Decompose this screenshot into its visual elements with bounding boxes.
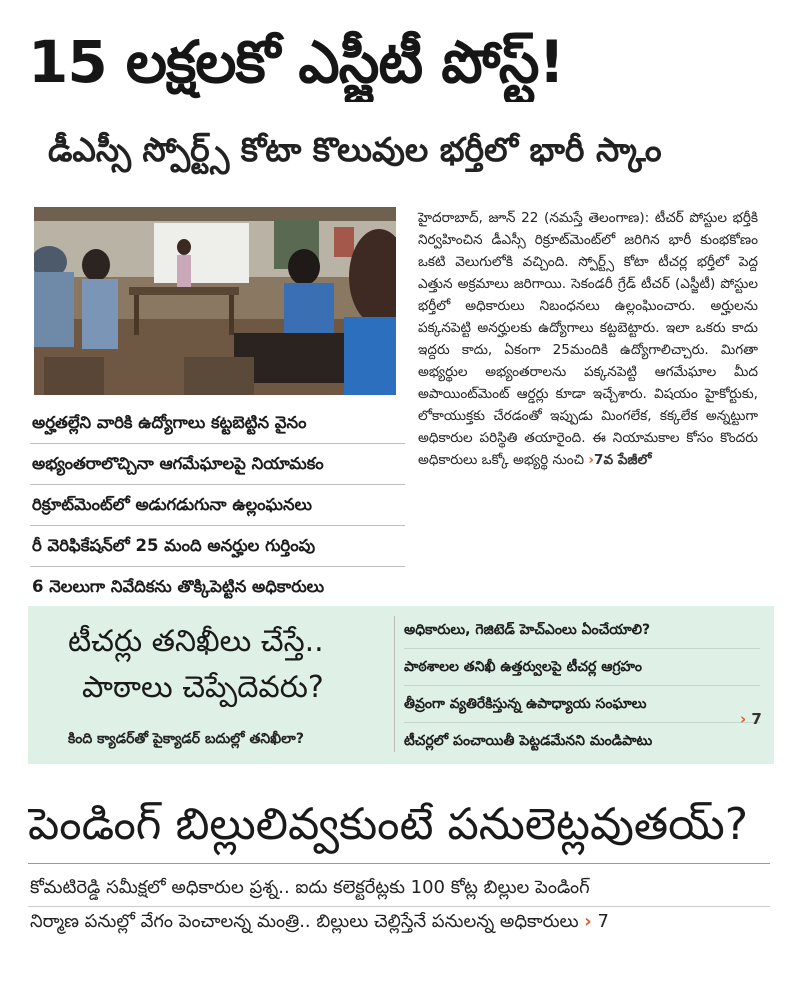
panel-page-ref[interactable] <box>740 710 762 728</box>
panel-heading-line1: టీచర్లు తనిఖీలు చేస్తే.. <box>68 624 324 659</box>
panel-list <box>404 612 760 759</box>
panel-list-item: టీచర్లలో పంచాయితీ పెట్టడమేనని మండిపాటు <box>404 733 653 749</box>
classroom-illustration <box>34 207 396 395</box>
jump-arrow-icon: › <box>588 452 595 468</box>
bullet-item: అభ్యంతరాలొచ్చినా ఆగమేఘాలపై నియామకం <box>30 444 405 485</box>
teachers-inspection-panel <box>28 606 774 764</box>
panel-list-item: తీవ్రంగా వ్యతిరేకిస్తున్న ఉపాధ్యాయ సంఘాలు <box>404 686 760 723</box>
main-headline: 15 లక్షలకో ఎస్జీటీ పోస్ట్! <box>28 28 564 96</box>
story-body: టీచర్ పోస్టుల భర్తీకి నిర్వహించిన డీఎస్సీ రిక్రూట్‌మెంట్‌లో జరిగిన భారీ కుంభకోణం ఒకటి వెలుగులోకి వచ్చింది. స్పోర్ట్స్ కోటా టీచర్ల భర్తీలో పెద్ద ఎత్తున అక్రమాలు జరిగాయి. సెకండరీ గ్రేడ్ టీచర్ (ఎస్జీటీ) పోస్టుల భర్తీలో అధికారులు నిబంధనలు ఉల్లంఘించారు. అర్హులను పక్కనపెట్టి అనర్హులకు ఉద్యోగాలు కట్టబెట్టారు. ఇలా ఒకరు కాదు ఇద్దరు కాదు, ఏకంగా 25మందికి ఉద్యోగాలిచ్చారు. మిగతా అభ్యర్థుల అభ్యంతరాలను పక్కనపెట్టి ఆగమేఘాల మీద అపాయింట్‌మెంట్ ఆర్డర్లు కూడా ఇచ్చేశారు. విషయం హైకోర్టుకు, లోకాయుక్తకు చేరడంతో ఇప్పుడు మింగలేక, కక్కలేక అన్నట్టుగా అధికారుల పరిస్థితి తయారైంది. ఈ నియామకాల కోసం కొందరు అధికారులు ఒక్కో అభ్యర్థి నుంచి <box>418 210 758 468</box>
page-ref-arrow-icon: › <box>584 911 592 932</box>
bullet-item: రీ వెరిఫికేషన్‌లో 25 మంది అనర్హుల గుర్తింపు <box>30 526 405 567</box>
bullet-item: అర్హతల్లేని వారికి ఉద్యోగాలు కట్టబెట్టిన వైనం <box>30 403 405 444</box>
panel-list-item: పాఠశాలల తనిఖీ ఉత్తర్వులపై టీచర్ల ఆగ్రహం <box>404 649 760 686</box>
divider-line <box>28 863 770 864</box>
second-story-line <box>30 904 775 940</box>
story-jump-link[interactable]: 7వ పేజీలో <box>594 452 652 468</box>
page-ref-arrow-icon: › <box>740 710 747 728</box>
second-story-page-number[interactable]: 7 <box>597 911 609 932</box>
highlight-bullets <box>30 403 405 607</box>
second-headline: పెండింగ్ బిల్లులివ్వకుంటే పనులెట్లవుతయ్? <box>28 799 749 850</box>
panel-caption: కింది క్యాడర్‌తో పైక్యాడర్ బదుల్లో తనిఖీలా? <box>68 731 304 747</box>
sub-headline: డీఎస్సీ స్పోర్ట్స్ కోటా కొలువుల భర్తీలో భారీ స్కాం <box>48 130 662 169</box>
panel-page-number: 7 <box>751 710 762 728</box>
panel-heading-line2: పాఠాలు చెప్పేదెవరు? <box>82 670 324 705</box>
bullet-item: 6 నెలలుగా నివేదికను తొక్కిపెట్టిన అధికారులు <box>32 577 325 596</box>
panel-divider <box>394 616 395 752</box>
panel-list-item: అధికారులు, గెజిటెడ్ హెచ్‌ఎంలు ఏంచేయాలి? <box>404 612 760 649</box>
bullet-item: రిక్రూట్‌మెంట్‌లో అడుగడుగునా ఉల్లంఘనలు <box>30 485 405 526</box>
second-story-line-text: నిర్మాణ పనుల్లో వేగం పెంచాలన్న మంత్రి.. బిల్లులు చెల్లిస్తేనే పనులన్న అధికారులు <box>30 911 579 932</box>
story-dateline: హైదరాబాద్, జూన్ 22 (నమస్తే తెలంగాణ): <box>418 210 650 226</box>
second-story-line: కోమటిరెడ్డి సమీక్షలో అధికారుల ప్రశ్న.. ఐదు కలెక్టరేట్లకు 100 కోట్ల బిల్లుల పెండింగ్ <box>30 877 590 898</box>
classroom-photo <box>34 207 396 395</box>
story-column <box>418 207 758 471</box>
